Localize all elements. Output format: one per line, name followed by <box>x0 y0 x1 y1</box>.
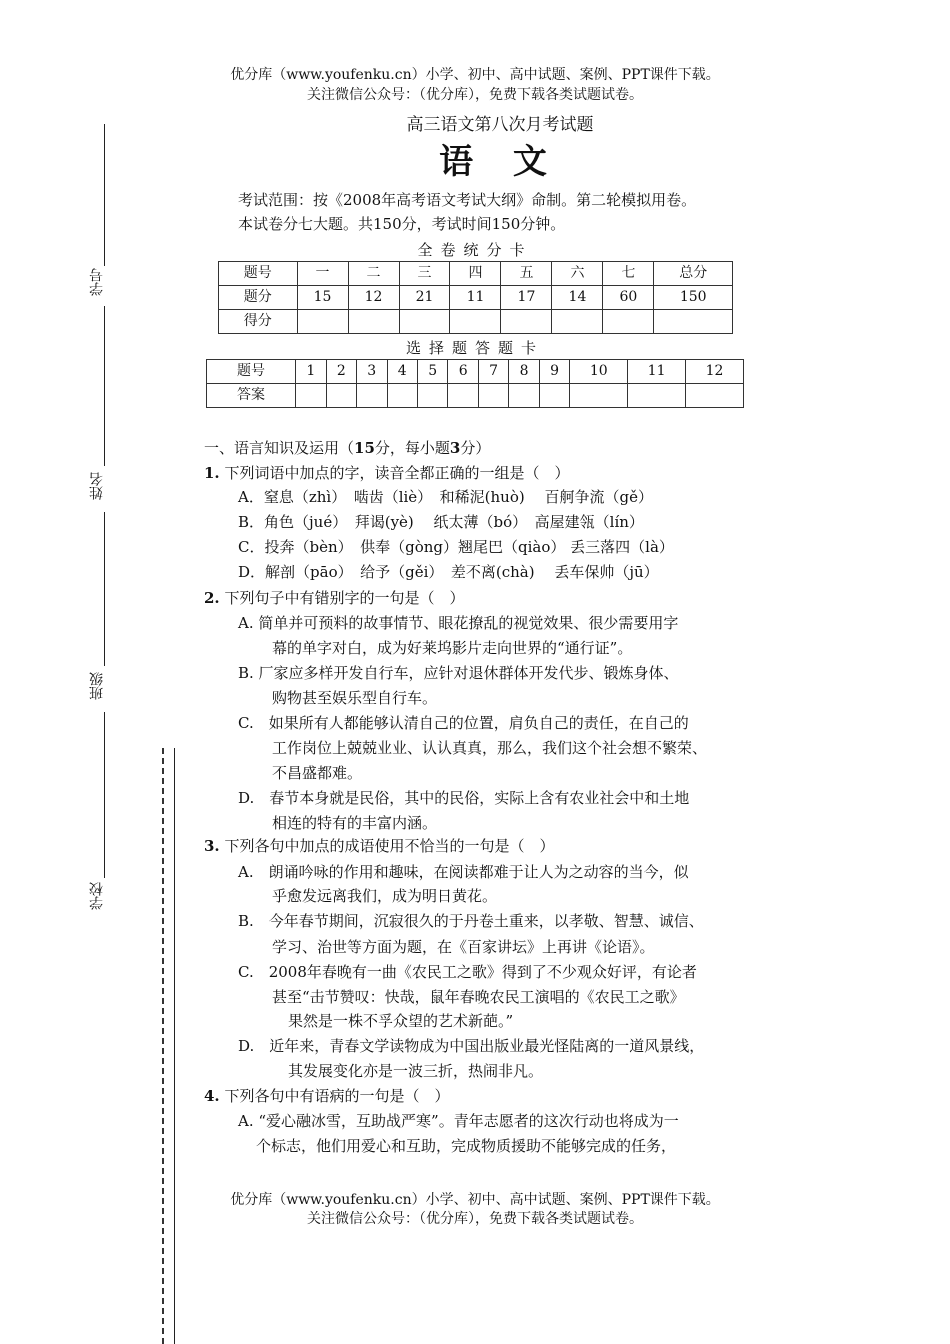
question-2-option-a-cont: 幕的单字对白，成为好莱坞影片走向世界的“通行证”。 <box>272 639 633 657</box>
question-2-option-a: A. 简单并可预料的故事情节、眼花撩乱的视觉效果、很少需要用字 <box>238 614 679 632</box>
answer-card-cell <box>326 384 356 408</box>
score-card-cell: 二 <box>348 262 399 286</box>
answer-card-cell <box>628 384 686 408</box>
answer-card-cell <box>357 384 387 408</box>
question-2-option-c: C. 如果所有人都能够认清自己的位置，肩负自己的责任，在自己的 <box>238 714 689 732</box>
answer-card-cell <box>417 384 447 408</box>
score-card-cell: 七 <box>603 262 654 286</box>
answer-card-cell <box>296 384 326 408</box>
question-2-option-d-cont: 相连的特有的丰富内涵。 <box>272 814 438 832</box>
answer-card-cell: 4 <box>387 360 417 384</box>
score-card-cell <box>297 310 348 334</box>
score-card-cell: 60 <box>603 286 654 310</box>
section-1-heading: 一、语言知识及运用（15分，每小题3分） <box>204 439 491 457</box>
answer-card-row <box>207 384 744 408</box>
answer-card-cell: 3 <box>357 360 387 384</box>
question-1-option-c: C．投奔（bèn） 供奉（gòng）翘尾巴（qiào） 丢三落四（là） <box>238 538 674 556</box>
score-card-table <box>218 261 733 334</box>
score-card-cell <box>654 310 733 334</box>
answer-card-cell <box>570 384 628 408</box>
label-name: 姓名 <box>89 472 105 500</box>
label-student-no: 学号 <box>89 268 105 296</box>
score-card-cell: 17 <box>501 286 552 310</box>
binding-line-2 <box>104 306 105 466</box>
question-3-stem: 3. 下列各句中加点的成语使用不恰当的一句是（ ） <box>204 837 555 855</box>
seal-dashed-line <box>162 748 164 1344</box>
question-1-option-d: D．解剖（pāo） 给予（gěi） 差不离(chà) 丢车保帅（jū） <box>238 563 659 581</box>
footer-line-2: 关注微信公众号：（优分库），免费下载各类试题试卷。 <box>307 1211 643 1227</box>
question-3-option-c: C. 2008年春晚有一曲《农民工之歌》得到了不少观众好评，有论者 <box>238 963 697 981</box>
seal-solid-line <box>174 748 175 1344</box>
score-card-cell: 六 <box>552 262 603 286</box>
score-card-row <box>219 286 733 310</box>
answer-card-table <box>206 359 744 408</box>
score-card-cell <box>399 310 450 334</box>
answer-card-cell <box>539 384 569 408</box>
answer-card-caption: 选择题答题卡 <box>405 339 544 357</box>
question-1-stem: 1. 下列词语中加点的字，读音全都正确的一组是（ ） <box>204 464 570 482</box>
answer-card-cell: 11 <box>628 360 686 384</box>
intro-line-2: 本试卷分七大题。共150分，考试时间150分钟。 <box>238 215 566 233</box>
question-2-option-b-cont: 购物甚至娱乐型自行车。 <box>272 689 438 707</box>
label-school: 学校 <box>89 882 105 910</box>
question-2-stem: 2. 下列句子中有错别字的一句是（ ） <box>204 589 465 607</box>
question-2-option-c-cont-1: 工作岗位上兢兢业业、认认真真，那么，我们这个社会想不繁荣、 <box>272 739 708 757</box>
score-card-row-header: 题分 <box>219 286 298 310</box>
score-card-caption: 全卷统分卡 <box>417 241 533 259</box>
binding-line-4 <box>104 712 105 878</box>
score-card-row <box>219 262 733 286</box>
answer-card-cell: 5 <box>417 360 447 384</box>
score-card-cell: 三 <box>399 262 450 286</box>
label-class: 班级 <box>89 672 105 700</box>
question-1-option-a: A．窒息（zhì） 啮齿（liè） 和稀泥(huò) 百舸争流（gě） <box>238 488 653 506</box>
question-1-option-b: B．角色（jué） 拜谒(yè) 纸太薄（bó） 高屋建瓴（lín） <box>238 513 644 531</box>
question-2-option-d: D. 春节本身就是民俗，其中的民俗，实际上含有农业社会中和土地 <box>238 789 690 807</box>
score-card-cell: 11 <box>450 286 501 310</box>
question-3-option-d: D. 近年来，青春文学读物成为中国出版业最光怪陆离的一道风景线， <box>238 1037 705 1055</box>
footer-line-1: 优分库（www.youfenku.cn）小学、初中、高中试题、案例、PPT课件下载。 <box>230 1192 720 1208</box>
score-card-cell: 四 <box>450 262 501 286</box>
question-2-option-b: B. 厂家应多样开发自行车，应针对退休群体开发代步、锻炼身体、 <box>238 664 679 682</box>
answer-card-row-header: 题号 <box>207 360 296 384</box>
answer-card-cell <box>686 384 744 408</box>
score-card-cell: 总分 <box>654 262 733 286</box>
answer-card-cell: 12 <box>686 360 744 384</box>
score-card-cell: 150 <box>654 286 733 310</box>
answer-card-cell <box>478 384 508 408</box>
score-card-cell: 12 <box>348 286 399 310</box>
score-card-cell <box>552 310 603 334</box>
question-3-option-a-cont: 乎愈发远离我们，成为明日黄花。 <box>272 887 498 905</box>
answer-card-cell: 10 <box>570 360 628 384</box>
score-card-cell <box>450 310 501 334</box>
score-card-row <box>219 310 733 334</box>
binding-line-3 <box>104 512 105 666</box>
score-card-cell <box>603 310 654 334</box>
answer-card-cell: 7 <box>478 360 508 384</box>
answer-card-cell <box>509 384 539 408</box>
header-line-1: 优分库（www.youfenku.cn）小学、初中、高中试题、案例、PPT课件下载。 <box>230 67 720 83</box>
question-2-option-c-cont-2: 不昌盛都难。 <box>272 764 363 782</box>
score-card-cell: 14 <box>552 286 603 310</box>
answer-card-cell: 6 <box>448 360 478 384</box>
score-card-row-header: 得分 <box>219 310 298 334</box>
question-3-option-c-cont-1: 甚至“击节赞叹：快哉，鼠年春晚农民工演唱的《农民工之歌》 <box>272 988 685 1006</box>
question-3-option-c-cont-2: 果然是一株不孚众望的艺术新葩。” <box>288 1012 514 1030</box>
intro-line-1: 考试范围：按《2008年高考语文考试大纲》命制。第二轮模拟用卷。 <box>238 191 697 209</box>
question-3-option-b-cont: 学习、治世等方面为题，在《百家讲坛》上再讲《论语》。 <box>272 938 655 956</box>
answer-card-row <box>207 360 744 384</box>
score-card-cell: 15 <box>297 286 348 310</box>
question-3-option-a: A. 朗诵吟咏的作用和趣味，在阅读都难于让人为之动容的当今，似 <box>238 863 689 881</box>
answer-card-cell: 9 <box>539 360 569 384</box>
exam-title: 语 文 <box>439 142 561 182</box>
answer-card-cell: 8 <box>509 360 539 384</box>
question-4-option-a-cont: 个标志，他们用爱心和互助，完成物质援助不能够完成的任务， <box>256 1137 677 1155</box>
answer-card-cell <box>448 384 478 408</box>
answer-card-cell: 2 <box>326 360 356 384</box>
header-line-2: 关注微信公众号：（优分库），免费下载各类试题试卷。 <box>307 87 643 103</box>
question-3-option-b: B. 今年春节期间，沉寂很久的于丹卷土重来，以孝敬、智慧、诚信、 <box>238 912 704 930</box>
answer-card-cell: 1 <box>296 360 326 384</box>
score-card-cell: 五 <box>501 262 552 286</box>
answer-card-cell <box>387 384 417 408</box>
score-card-cell: 21 <box>399 286 450 310</box>
score-card-cell: 一 <box>297 262 348 286</box>
score-card-cell <box>501 310 552 334</box>
question-4-stem: 4. 下列各句中有语病的一句是（ ） <box>204 1087 450 1105</box>
question-4-option-a: A. “爱心融冰雪，互助战严寒”。青年志愿者的这次行动也将成为一 <box>238 1112 679 1130</box>
question-3-option-d-cont: 其发展变化亦是一波三折，热闹非凡。 <box>288 1062 544 1080</box>
score-card-row-header: 题号 <box>219 262 298 286</box>
score-card-cell <box>348 310 399 334</box>
answer-card-row-header: 答案 <box>207 384 296 408</box>
exam-subtitle: 高三语文第八次月考试题 <box>406 115 594 135</box>
